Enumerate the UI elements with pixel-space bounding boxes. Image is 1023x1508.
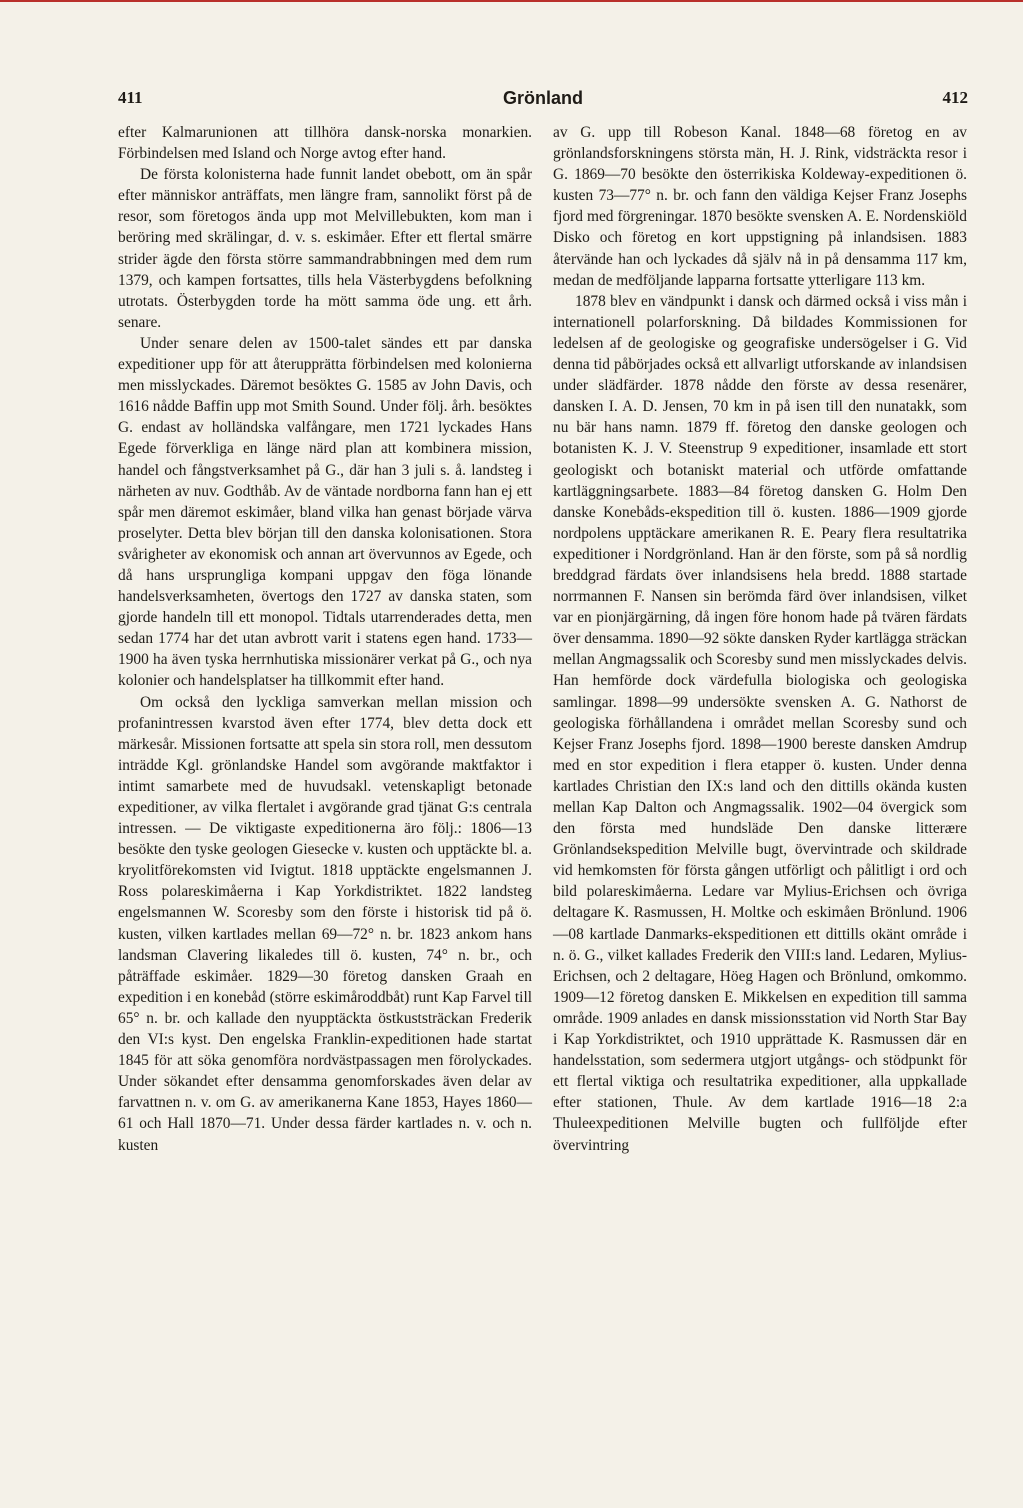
running-title: Grönland	[503, 88, 583, 108]
top-edge-rule	[0, 0, 1023, 2]
paragraph: av G. upp till Robeson Kanal. 1848—68 företog en av grönlandsforskningens största män, H. J. Rink, vidsträckta resor i G. 1869—70 besökte den österrikiska Koldeway-expeditionen ö. kusten 73—77° n. br. och fann den väldiga Kejser Franz Josephs fjord med förgreningar. 1870 besökte svensken A. E. Nordenskiöld Disko och företog en kort uppstigning på inlandsisen. 1883 återvände han och lyckades då själv nå in på densamma 117 km, medan de medföljande lapparna fortsatte ytterligare 113 km.	[553, 124, 967, 289]
paragraph: 1878 blev en vändpunkt i dansk och därmed också i viss mån i internationell polarforskning. Då bildades Kommissionen for ledelsen af de geologiske og geografiske undersögelser i G. Vid denna tid påbörjades också ett allvarligt utforskande av inlandsisen under slädfärder. 1878 nådde den förste av dessa resenärer, dansken I. A. D. Jensen, 70 km in på isen till den nunatakk, som nu bär hans namn. 1879 ff. företog den danske geologen och botanisten K. J. V. Steenstrup 9 expeditioner, insamlade ett stort geologiskt och botaniskt material och utförde omfattande kartläggningsarbete. 1883—84 företog dansken G. Holm Den danske Konebåds-ekspedition till ö. kusten. 1886—1909 gjorde nordpolens upptäckare amerikanen R. E. Peary flera resultatrika expeditioner i Nordgrönland. Han är den förste, som på så nordlig breddgrad färdats över inlandsisens hela bredd. 1888 startade norrmannen F. Nansen sin berömda färd över inlandsisen, vilket var en pionjärgärning, då ingen före honom hade på tvären färdats över densamma. 1890—92 sökte dansken Ryder kartlägga sträckan mellan Angmagssalik och Scoresby sund men misslyckades delvis. Han hemförde dock värdefulla biologiska och geologiska samlingar. 1898—99 undersökte svensken A. G. Nathorst de geologiska förhållandena i området mellan Scoresby sund och Kejser Franz Josephs fjord. 1898—1900 bereste dansken Amdrup med en stor expedition i flera etapper ö. kusten. Under denna kartlades Christian den IX:s land och den dittills okända kusten mellan Kap Dalton och Angmagssalik. 1902—04 övergick som den första med hundsläde Den danske litterære Grönlandsekspedition Melville bugt, övervintrade och skildrade vid hemkomsten för första gången utförligt och pålitligt i ord och bild polareskimåerna. Ledare var Mylius-Erichsen och övriga deltagare K. Rasmussen, H. Moltke och eskimåen Brönlund. 1906—08 kartlade Danmarks-ekspeditionen ett dittills okänt område i n. ö. G., vilket kallades Frederik den VIII:s land. Ledaren, Mylius-Erichsen, och 2 deltagare, Höeg Hagen och Brönlund, omkommo. 1909—12 företog dansken E. Mikkelsen en expedition till samma område. 1909 anlades en dansk missionsstation vid North Star Bay i Kap Yorkdistriktet, och 1910 upprättade K. Rasmussen där en handelsstation, som sedermera utgjort utgångs- och stödpunkt för ett flertal viktiga och resultatrika expeditioner, alla uppkallade efter stationen, Thule. Av dem kartlade 1916—18 2:a Thuleexpeditionen Melville bugten och fullföljde efter övervintring	[553, 292, 967, 1154]
right-column	[553, 122, 967, 1156]
page-number-right: 412	[942, 88, 968, 107]
paragraph: Under senare delen av 1500-talet sändes ett par danska expeditioner upp för att återupprätta förbindelsen med kolonierna men misslyckades. Däremot besöktes G. 1585 av John Davis, och 1616 nådde Baffin upp mot Smith Sound. Under följ. årh. besöktes G. endast av holländska valfångare, men 1721 lyckades Hans Egede förverkliga en länge närd plan att kombinera mission, handel och fångstverksamhet på G., där han 3 juli s. å. landsteg i närheten av nuv. Godthåb. Av de väntade nordborna fann han ej ett spår men däremot eskimåer, bland vilka han genast började värva proselyter. Detta blev början till den danska kolonisationen. Stora svårigheter av ekonomisk och annan art övervunnos av Egede, och då hans ursprungliga kompani uppgav den föga lönande handelsverksamheten, övertogs den 1727 av danska staten, som gjorde handeln till ett monopol. Tidtals utarrenderades detta, men sedan 1774 har det utan avbrott varit i statens egen hand. 1733—1900 ha även tyska herrnhutiska missionärer verkat på G., och nya kolonier och handelsplatser ha tillkommit efter hand.	[118, 334, 532, 690]
page-number-left: 411	[118, 88, 143, 107]
page-header	[118, 88, 968, 112]
paragraph: De första kolonisterna hade funnit landet obebott, om än spår efter människor anträffats, men längre fram, sannolikt först på de resor, som företogos ända upp mot Melvillebukten, kom man i beröring med skrälingar, d. v. s. eskimåer. Efter ett flertal smärre strider ägde den första större sammandrabbningen med dem rum 1379, och kampen fortsattes, tills hela Västerbygdens befolkning utrotats. Österbygden torde ha mött samma öde ung. ett årh. senare.	[118, 166, 532, 331]
paragraph: Om också den lyckliga samverkan mellan mission och profanintressen kvarstod även efter 1774, blev detta dock ett märkesår. Missionen fortsatte att spela sin stora roll, men dessutom inträdde Kgl. grönlandske Handel som avgörande maktfaktor i intimt samarbete med de huvudsakl. vetenskapligt betonade expeditioner, av vilka flertalet i avgörande grad tjänat G:s centrala intressen. — De viktigaste expeditionerna äro följ.: 1806—13 besökte den tyske geologen Giesecke v. kusten och upptäckte bl. a. kryolitförekomsten vid Ivigtut. 1818 upptäckte engelsmannen J. Ross polareskimåerna i Kap Yorkdistriktet. 1822 landsteg engelsmannen W. Scoresby som den förste i historisk tid på ö. kusten, vilken kartlades mellan 69—72° n. br. 1823 ankom hans landsman Clavering likaledes till ö. kusten, 74° n. br., och påträffade eskimåer. 1829—30 företog dansken Graah en expedition i en konebåd (större eskimåroddbåt) runt Kap Farvel till 65° n. br. och kallade den nyupptäckta östkuststräckan Frederik den VI:s kyst. Den engelska Franklin-expeditionen hade startat 1845 för att söka genomföra nordvästpassagen men förolyckades. Under sökandet efter densamma genomforskades även delar av farvattnen n. v. om G. av amerikanerna Kane 1853, Hayes 1860—61 och Hall 1870—71. Under dessa färder kartlades n. v. och n. kusten	[118, 693, 532, 1154]
left-column	[118, 122, 532, 1156]
paragraph: efter Kalmarunionen att tillhöra dansk-norska monarkien. Förbindelsen med Island och Norge avtog efter hand.	[118, 124, 532, 163]
